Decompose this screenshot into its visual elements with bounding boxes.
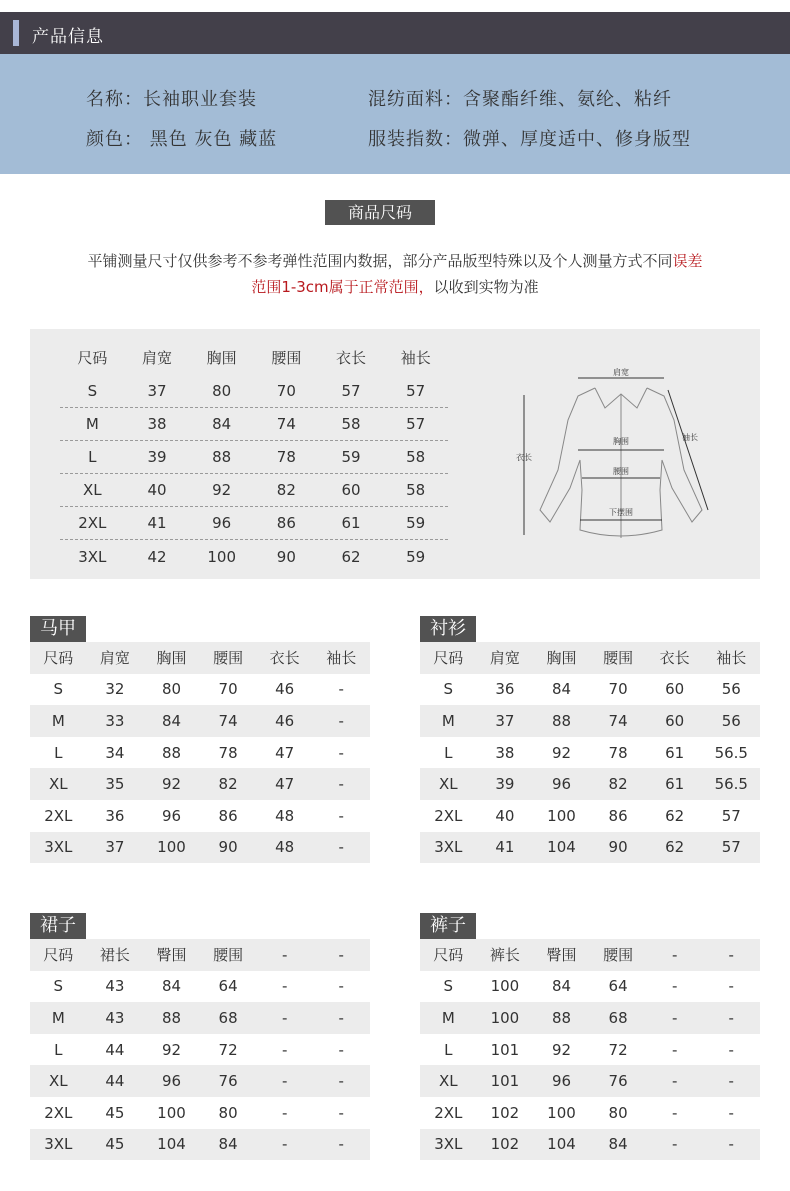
table-cell: 3XL <box>78 547 107 566</box>
table-cell: - <box>671 1040 678 1059</box>
table-cell: 78 <box>608 743 628 762</box>
table-cell: 92 <box>551 743 572 762</box>
table-row <box>30 800 370 832</box>
table-cell: 100 <box>207 547 236 566</box>
table-cell: 3XL <box>434 838 463 857</box>
table-header-cell: 衣长 <box>269 649 300 668</box>
table-header-cell: 臀围 <box>546 946 577 965</box>
table-cell: 42 <box>147 547 167 566</box>
table-cell: 88 <box>212 448 232 466</box>
table-cell: 33 <box>105 711 125 730</box>
table-header-cell: 腰围 <box>603 946 634 965</box>
product-color: 颜色： 黑色 灰色 藏蓝 <box>86 129 278 150</box>
table-row <box>420 1065 760 1097</box>
table-cell: - <box>338 977 344 996</box>
table-cell: 56.5 <box>714 775 748 794</box>
table-header-cell: 胸围 <box>206 349 237 367</box>
product-info-header <box>0 12 790 54</box>
table-cell: 74 <box>608 711 628 730</box>
shirt-tab: 衬衫 <box>420 616 476 642</box>
table-row <box>420 674 760 706</box>
size-note-text: 平铺测量尺寸仅供参考不参考弹性范围内数据，部分产品版型特殊以及个人测量方式不同 <box>87 252 673 270</box>
table-cell: S <box>443 680 454 699</box>
table-cell: 76 <box>608 1072 628 1091</box>
vest-table-body <box>30 642 370 863</box>
table-cell: M <box>85 415 99 433</box>
header-title: 产品信息 <box>32 27 104 47</box>
table-cell: 48 <box>275 838 295 857</box>
table-cell: - <box>728 1008 734 1027</box>
table-cell: 82 <box>608 775 628 794</box>
table-row <box>60 474 448 507</box>
table-cell: 57 <box>341 382 361 400</box>
table-cell: 84 <box>212 415 232 433</box>
table-header-cell: - <box>281 945 288 964</box>
table-header-cell: 尺码 <box>43 946 74 965</box>
table-cell: - <box>338 1072 344 1091</box>
table-header-cell: 胸围 <box>156 649 187 668</box>
table-row <box>60 408 448 441</box>
table-cell: 82 <box>218 775 238 794</box>
table-cell: 90 <box>276 547 296 566</box>
table-cell: 84 <box>551 680 572 699</box>
table-cell: 84 <box>161 977 182 996</box>
table-cell: 70 <box>276 382 296 400</box>
table-cell: 43 <box>105 1008 125 1027</box>
table-cell: 88 <box>161 1008 182 1027</box>
size-note-line1 <box>0 250 790 271</box>
vest-size-table <box>30 616 370 863</box>
table-cell: 46 <box>275 711 295 730</box>
table-row <box>30 1034 370 1066</box>
table-cell: 58 <box>406 448 426 466</box>
table-cell: - <box>728 1072 734 1091</box>
table-header-row <box>60 340 448 375</box>
table-cell: M <box>51 1008 65 1027</box>
table-cell: 104 <box>157 1135 186 1154</box>
table-cell: - <box>338 1008 344 1027</box>
table-cell: 70 <box>608 680 628 699</box>
pants-tab: 裤子 <box>420 913 476 939</box>
product-name: 名称：长袖职业套装 <box>86 89 257 110</box>
table-cell: M <box>51 711 65 730</box>
main-size-table <box>60 340 448 573</box>
table-cell: 2XL <box>434 1103 463 1122</box>
table-cell: 78 <box>276 448 296 466</box>
table-cell: M <box>441 711 455 730</box>
product-index: 服装指数：微弹、厚度适中、修身版型 <box>368 129 691 150</box>
table-cell: 86 <box>218 806 238 825</box>
table-cell: 32 <box>105 680 125 699</box>
table-row <box>30 1002 370 1034</box>
skirt-tab: 裙子 <box>30 913 86 939</box>
table-cell: 48 <box>275 806 295 825</box>
table-cell: L <box>444 1040 453 1059</box>
table-cell: 56 <box>721 680 741 699</box>
table-cell: 59 <box>406 547 426 566</box>
table-cell: - <box>671 1135 678 1154</box>
table-cell: 86 <box>608 806 628 825</box>
table-row <box>420 1097 760 1129</box>
table-header-cell: 袖长 <box>326 649 357 668</box>
table-header-cell: 袖长 <box>716 649 747 668</box>
table-header-cell: 尺码 <box>43 649 74 668</box>
table-row <box>420 1034 760 1066</box>
table-cell: 47 <box>275 743 295 762</box>
table-cell: - <box>671 1008 678 1027</box>
table-cell: XL <box>83 481 102 499</box>
table-cell: 56.5 <box>714 743 748 762</box>
table-row <box>420 1129 760 1161</box>
table-header-cell: 肩宽 <box>142 349 173 367</box>
table-cell: 96 <box>161 806 182 825</box>
table-cell: 47 <box>275 775 295 794</box>
table-cell: - <box>728 977 734 996</box>
table-cell: 84 <box>218 1135 238 1154</box>
size-note-red-range: 范围1-3cm属于正常范围， <box>251 278 434 296</box>
table-cell: 100 <box>490 977 520 996</box>
table-cell: 64 <box>218 977 238 996</box>
shirt-size-table <box>420 616 760 863</box>
table-cell: 78 <box>218 743 238 762</box>
table-cell: 60 <box>665 711 685 730</box>
table-cell: 82 <box>276 481 296 499</box>
table-cell: 84 <box>608 1135 628 1154</box>
table-header-row <box>30 939 370 971</box>
table-cell: 59 <box>341 448 361 466</box>
table-header-cell: 尺码 <box>433 946 464 965</box>
header-accent-bar <box>13 20 19 46</box>
table-header-cell: 袖长 <box>400 349 431 367</box>
table-cell: 61 <box>341 514 361 532</box>
size-note-line2 <box>0 276 790 297</box>
table-cell: L <box>54 743 63 762</box>
diagram-label-waist: 腰围 <box>613 467 629 476</box>
garment-measurement-diagram <box>510 360 730 545</box>
table-cell: 102 <box>490 1103 520 1122</box>
table-cell: 62 <box>665 838 685 857</box>
table-cell: 62 <box>665 806 685 825</box>
table-cell: 100 <box>547 1103 576 1122</box>
table-header-cell: 尺码 <box>433 649 464 668</box>
pants-table-body <box>420 939 760 1160</box>
table-cell: 92 <box>161 1040 182 1059</box>
table-cell: S <box>53 680 64 699</box>
table-cell: S <box>53 977 64 996</box>
table-cell: 59 <box>406 514 426 532</box>
size-note-red: 误差 <box>672 252 703 270</box>
table-cell: 40 <box>495 806 515 825</box>
product-fabric: 混纺面料：含聚酯纤维、氨纶、粘纤 <box>368 89 672 110</box>
table-cell: 2XL <box>44 806 73 825</box>
table-cell: M <box>441 1008 455 1027</box>
table-cell: - <box>338 775 344 794</box>
table-row <box>420 971 760 1003</box>
table-cell: 39 <box>495 775 515 794</box>
table-cell: 101 <box>490 1040 520 1059</box>
skirt-table-body <box>30 939 370 1160</box>
table-row <box>30 705 370 737</box>
table-cell: 80 <box>608 1103 628 1122</box>
table-cell: - <box>281 1103 288 1122</box>
table-row <box>60 507 448 540</box>
table-cell: 96 <box>551 775 572 794</box>
table-cell: - <box>671 1072 678 1091</box>
table-cell: 96 <box>212 514 232 532</box>
table-cell: 45 <box>105 1135 125 1154</box>
table-cell: - <box>338 680 344 699</box>
table-cell: 2XL <box>44 1103 73 1122</box>
table-header-cell: - <box>671 945 678 964</box>
table-header-cell: - <box>728 945 734 964</box>
table-cell: 80 <box>212 382 232 400</box>
table-cell: 60 <box>665 680 685 699</box>
table-cell: 80 <box>218 1103 238 1122</box>
table-cell: 101 <box>490 1072 520 1091</box>
table-cell: L <box>444 743 453 762</box>
table-cell: 100 <box>157 838 186 857</box>
table-header-cell: 肩宽 <box>99 649 130 668</box>
table-cell: 41 <box>495 838 515 857</box>
vest-tab: 马甲 <box>30 616 86 642</box>
table-cell: 57 <box>406 382 426 400</box>
diagram-label-hem: 下摆围 <box>609 508 633 517</box>
table-cell: - <box>338 711 344 730</box>
table-cell: - <box>281 1008 288 1027</box>
table-header-cell: 腰围 <box>213 946 244 965</box>
table-row <box>420 832 760 864</box>
table-cell: 41 <box>147 514 167 532</box>
table-cell: 90 <box>218 838 238 857</box>
table-cell: 62 <box>341 547 361 566</box>
table-cell: 58 <box>341 415 361 433</box>
table-row <box>30 1129 370 1161</box>
table-row <box>30 1097 370 1129</box>
table-cell: 56 <box>721 711 741 730</box>
table-cell: 84 <box>161 711 182 730</box>
table-cell: 34 <box>105 743 125 762</box>
table-cell: S <box>87 382 98 400</box>
table-cell: - <box>281 1072 288 1091</box>
table-cell: 64 <box>608 977 628 996</box>
table-cell: - <box>281 977 288 996</box>
table-row <box>30 971 370 1003</box>
table-cell: - <box>338 1040 344 1059</box>
table-header-cell: 臀围 <box>156 946 187 965</box>
table-header-cell: 腰围 <box>603 649 634 668</box>
table-row <box>30 832 370 864</box>
table-cell: 90 <box>608 838 628 857</box>
table-cell: 96 <box>161 1072 182 1091</box>
table-cell: 100 <box>547 806 576 825</box>
table-cell: - <box>281 1040 288 1059</box>
product-info-panel <box>0 54 790 174</box>
table-cell: - <box>728 1135 734 1154</box>
table-header-cell: 胸围 <box>546 649 577 668</box>
table-cell: 72 <box>608 1040 628 1059</box>
table-cell: 104 <box>547 1135 576 1154</box>
table-cell: 88 <box>551 1008 572 1027</box>
table-cell: 3XL <box>44 1135 73 1154</box>
table-cell: 86 <box>276 514 296 532</box>
table-row <box>420 737 760 769</box>
table-cell: 88 <box>161 743 182 762</box>
table-header-cell: - <box>338 945 344 964</box>
table-cell: 37 <box>495 711 515 730</box>
table-cell: 57 <box>721 838 741 857</box>
table-cell: 2XL <box>434 806 463 825</box>
table-cell: - <box>338 1135 344 1154</box>
table-header-cell: 腰围 <box>271 349 302 367</box>
table-cell: 37 <box>147 382 167 400</box>
table-cell: 46 <box>275 680 295 699</box>
table-cell: - <box>338 838 344 857</box>
table-cell: 57 <box>406 415 426 433</box>
table-cell: 92 <box>212 481 232 499</box>
table-cell: L <box>88 448 97 466</box>
table-cell: 84 <box>551 977 572 996</box>
shirt-table-body <box>420 642 760 863</box>
diagram-label-sleeve: 袖长 <box>682 433 698 442</box>
table-header-row <box>420 642 760 674</box>
table-row <box>420 1002 760 1034</box>
table-cell: 68 <box>218 1008 238 1027</box>
table-cell: 102 <box>490 1135 520 1154</box>
table-cell: 100 <box>157 1103 186 1122</box>
table-cell: - <box>671 1103 678 1122</box>
table-cell: 74 <box>276 415 296 433</box>
diagram-label-length: 衣长 <box>516 453 532 462</box>
table-header-cell: 尺码 <box>77 349 108 367</box>
table-cell: 3XL <box>44 838 73 857</box>
table-cell: 61 <box>665 775 685 794</box>
table-cell: 96 <box>551 1072 572 1091</box>
table-cell: - <box>338 1103 344 1122</box>
table-cell: 39 <box>147 448 167 466</box>
table-cell: - <box>671 977 678 996</box>
table-cell: 72 <box>218 1040 238 1059</box>
table-row <box>420 800 760 832</box>
table-cell: 57 <box>721 806 741 825</box>
table-cell: 88 <box>551 711 572 730</box>
table-row <box>60 375 448 408</box>
table-row <box>60 540 448 573</box>
table-cell: 104 <box>547 838 576 857</box>
table-cell: 44 <box>105 1072 125 1091</box>
table-row <box>30 1065 370 1097</box>
table-cell: 68 <box>608 1008 628 1027</box>
table-cell: 35 <box>105 775 125 794</box>
table-cell: 58 <box>406 481 426 499</box>
size-section-title: 商品尺码 <box>325 200 435 225</box>
table-row <box>30 737 370 769</box>
table-cell: 36 <box>495 680 515 699</box>
table-cell: XL <box>48 775 68 794</box>
table-cell: 60 <box>341 481 361 499</box>
table-cell: - <box>728 1103 734 1122</box>
diagram-label-shoulder: 肩宽 <box>613 368 629 377</box>
table-cell: XL <box>438 775 458 794</box>
table-row <box>420 705 760 737</box>
table-cell: - <box>728 1040 734 1059</box>
table-cell: 80 <box>161 680 182 699</box>
table-cell: 92 <box>551 1040 572 1059</box>
table-cell: 74 <box>218 711 238 730</box>
table-header-cell: 腰围 <box>213 649 244 668</box>
pants-size-table <box>420 913 760 1160</box>
table-cell: 36 <box>105 806 125 825</box>
table-cell: 38 <box>147 415 167 433</box>
table-cell: - <box>281 1135 288 1154</box>
table-header-cell: 裤长 <box>489 946 520 965</box>
table-cell: 3XL <box>434 1135 463 1154</box>
table-row <box>30 768 370 800</box>
table-cell: 40 <box>147 481 167 499</box>
table-cell: 37 <box>105 838 125 857</box>
table-row <box>420 768 760 800</box>
table-cell: XL <box>48 1072 68 1091</box>
skirt-size-table <box>30 913 370 1160</box>
table-cell: 45 <box>105 1103 125 1122</box>
table-cell: XL <box>438 1072 458 1091</box>
table-header-cell: 裙长 <box>99 946 130 965</box>
table-header-row <box>420 939 760 971</box>
table-cell: - <box>338 743 344 762</box>
table-header-row <box>30 642 370 674</box>
table-cell: 43 <box>105 977 125 996</box>
table-header-cell: 肩宽 <box>489 649 520 668</box>
table-cell: 2XL <box>78 514 107 532</box>
table-cell: 76 <box>218 1072 238 1091</box>
table-cell: 38 <box>495 743 515 762</box>
table-cell: 61 <box>665 743 685 762</box>
table-cell: - <box>338 806 344 825</box>
table-row <box>30 674 370 706</box>
table-cell: S <box>443 977 454 996</box>
table-cell: L <box>54 1040 63 1059</box>
diagram-label-chest: 胸围 <box>613 437 629 446</box>
size-note-text-end: 以收到实物为准 <box>433 278 539 296</box>
table-cell: 44 <box>105 1040 125 1059</box>
table-header-cell: 衣长 <box>659 649 690 668</box>
table-cell: 70 <box>218 680 238 699</box>
table-header-cell: 衣长 <box>336 349 367 367</box>
table-row <box>60 441 448 474</box>
table-cell: 92 <box>161 775 182 794</box>
table-cell: 100 <box>490 1008 520 1027</box>
